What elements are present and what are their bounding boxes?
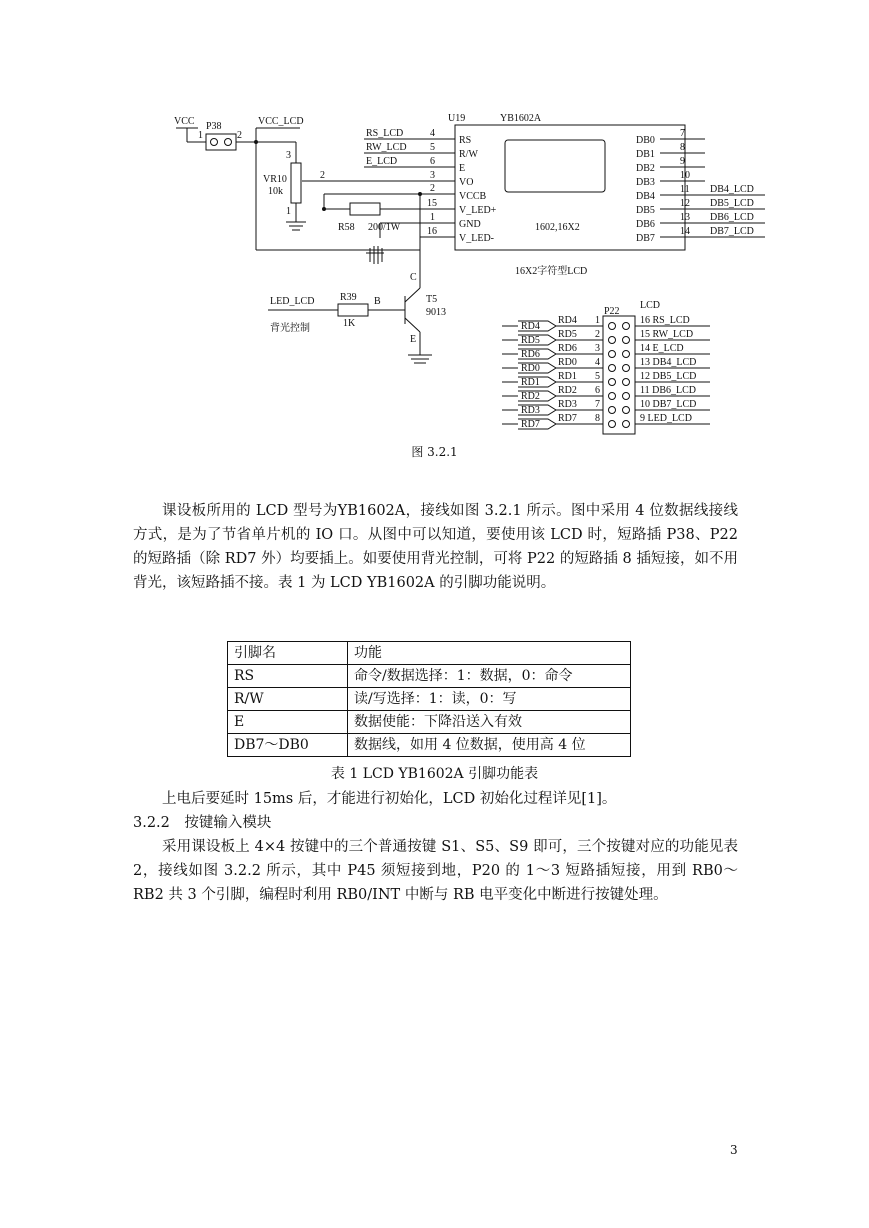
lcd-pin-name: E [459,163,466,174]
p22-inner-net: RD2 [558,385,577,396]
table-row [228,665,631,688]
lcd-pin-num: 2 [430,183,435,194]
p22-inner-net: RD4 [558,315,577,326]
collector-label: C [410,272,417,283]
p22-outer-net: RD4 [521,321,540,332]
p22-outer-net: RD7 [521,419,540,430]
p22-lcd-net: 9 LED_LCD [640,413,692,424]
vcc-lcd-label: VCC_LCD [258,116,304,127]
lcd-pin-name: VO [459,177,474,188]
r39-value: 1K [343,318,356,329]
table-row [228,711,631,734]
net-db5-lcd: DB5_LCD [710,198,754,209]
net-db4-lcd: DB4_LCD [710,184,754,195]
backlight-control-label: 背光控制 [270,323,310,334]
p22-pin-num: 4 [595,357,600,368]
table-cell: 命令/数据选择：1：数据，0：命令 [348,665,631,688]
p22-pin-num: 3 [595,343,600,354]
table-cell: R/W [228,688,348,711]
lcd-pin-name: DB1 [636,149,655,160]
table-cell: 数据线，如用 4 位数据，使用高 4 位 [348,734,631,757]
pin-function-table [227,641,631,757]
p38-label: P38 [206,121,222,132]
net-led-lcd: LED_LCD [270,296,315,307]
lcd-pin-name: DB5 [636,205,655,216]
r58-ref: R58 [338,222,355,233]
lcd-ref: U19 [448,113,466,124]
net-db6-lcd: DB6_LCD [710,212,754,223]
p22-inner-net: RD7 [558,413,577,424]
lcd-pin-num: 13 [680,212,690,223]
body-paragraph-1 [133,499,738,595]
table-row [228,734,631,757]
net-rw-lcd: RW_LCD [366,142,407,153]
lcd-pin-num: 3 [430,170,435,181]
lcd-pin-num: 9 [680,156,685,167]
lcd-pin-name: VCCB [459,191,487,202]
p22-pin-num: 2 [595,329,600,340]
p22-lcd-net: 14 E_LCD [640,343,684,354]
lcd-pin-num: 6 [430,156,435,167]
table-row [228,688,631,711]
lcd-pin-name: RS [459,135,472,146]
vcc-label: VCC [174,116,195,127]
lcd-pin-num: 12 [680,198,690,209]
lcd-pin-num: 14 [680,226,690,237]
figure-caption: 图 3.2.1 [411,445,458,459]
section-heading: 3.2.2 按键输入模块 [133,815,272,831]
p22-pin-num: 1 [595,315,600,326]
p22-inner-net: RD5 [558,329,577,340]
p38-pin2: 2 [237,130,242,141]
lcd-pin-num: 11 [680,184,690,195]
p22-inner-net: RD6 [558,343,577,354]
table-cell: E [228,711,348,734]
base-label: B [374,296,381,307]
lcd-pin-num: 15 [427,198,437,209]
table-cell: DB7～DB0 [228,734,348,757]
p22-ref: P22 [604,306,620,317]
lcd-pin-name: V_LED- [459,233,494,244]
table-header-cell: 引脚名 [228,642,348,665]
p22-outer-net: RD3 [521,405,540,416]
pot-pin2: 2 [320,170,325,181]
lcd-caption: 16X2字符型LCD [515,266,588,277]
transistor-ref: T5 [426,294,438,305]
net-db7-lcd: DB7_LCD [710,226,754,237]
r39-ref: R39 [340,292,357,303]
lcd-pin-num: 10 [680,170,690,181]
p22-lcd-title: LCD [640,300,660,311]
lcd-pin-name: DB7 [636,233,655,244]
p22-outer-net: RD5 [521,335,540,346]
lcd-pin-name: DB3 [636,177,655,188]
p22-lcd-net: 10 DB7_LCD [640,399,697,410]
body-paragraph-2 [133,787,738,907]
p22-pin-num: 6 [595,385,600,396]
lcd-model: YB1602A [500,113,542,124]
p22-lcd-net: 11 DB6_LCD [640,385,697,396]
p22-outer-net: RD0 [521,363,540,374]
lcd-pin-name: DB4 [636,191,655,202]
lcd-pin-name: DB2 [636,163,655,174]
lcd-pin-num: 4 [430,128,435,139]
emitter-label: E [410,334,417,345]
p22-inner-net: RD1 [558,371,577,382]
lcd-pin-name: R/W [459,149,478,160]
p22-lcd-net: 13 DB4_LCD [640,357,697,368]
table-header-row [228,642,631,665]
transistor-type: 9013 [426,307,446,318]
p22-outer-net: RD2 [521,391,540,402]
paragraph-text: 采用课设板上 4×4 按键中的三个普通按键 S1、S5、S9 即可，三个按键对应的功能见表 2，接线如图 3.2.2 所示，其中 P45 须短接到地，P20 的 1～3 短路插短接，用到 RB0～RB2 共 3 个引脚，编程时利用 RB0/INT 中断与 RB 电平变化中断进行按键处理。 [133,839,738,903]
lcd-pin-name: V_LED+ [459,205,497,216]
table-caption: 表 1 LCD YB1602A 引脚功能表 [330,766,539,782]
p38-pin1: 1 [198,130,203,141]
p22-pin-num: 7 [595,399,600,410]
lcd-pin-num: 1 [430,212,435,223]
lcd-part-text: 1602,16X2 [535,222,580,233]
p22-lcd-net: 16 RS_LCD [640,315,690,326]
net-e-lcd: E_LCD [366,156,398,167]
net-rs-lcd: RS_LCD [366,128,404,139]
p22-outer-net: RD6 [521,349,540,360]
table-cell: 读/写选择：1：读，0：写 [348,688,631,711]
table-cell: RS [228,665,348,688]
r58-value: 200/1W [368,222,401,233]
p22-outer-net: RD1 [521,377,540,388]
paragraph-text: 上电后要延时 15ms 后，才能进行初始化，LCD 初始化过程详见[1]。 [162,791,617,807]
pot-pin1: 1 [286,206,291,217]
lcd-pin-name: DB0 [636,135,655,146]
lcd-pin-num: 16 [427,226,437,237]
p22-pin-num: 8 [595,413,600,424]
lcd-schematic-figure [0,0,869,440]
lcd-pin-num: 5 [430,142,435,153]
p22-pin-num: 5 [595,371,600,382]
lcd-pin-num: 8 [680,142,685,153]
p22-lcd-net: 15 RW_LCD [640,329,694,340]
paragraph-text: 课设板所用的 LCD 型号为YB1602A，接线如图 3.2.1 所示。图中采用 4 位数据线接线方式，是为了节省单片机的 IO 口。从图中可以知道，要使用该 LCD 时，短路插 P38、P22 的短路插（除 RD7 外）均要插上。如要使用背光控制，可将 P22 的短路插 8 插短接，如不用背光，该短路插不接。表 1 为 LCD YB1602A 的引脚功能说明。 [133,503,738,591]
p22-inner-net: RD0 [558,357,577,368]
lcd-pin-name: GND [459,219,481,230]
p22-inner-net: RD3 [558,399,577,410]
lcd-pin-num: 7 [680,128,685,139]
pot-value: 10k [268,186,283,197]
p22-lcd-net: 12 DB5_LCD [640,371,697,382]
page-number: 3 [730,1143,738,1157]
pot-pin3: 3 [286,150,291,161]
lcd-pin-name: DB6 [636,219,655,230]
table-cell: 数据使能：下降沿送入有效 [348,711,631,734]
pot-ref: VR10 [263,174,287,185]
table-header-cell: 功能 [348,642,631,665]
